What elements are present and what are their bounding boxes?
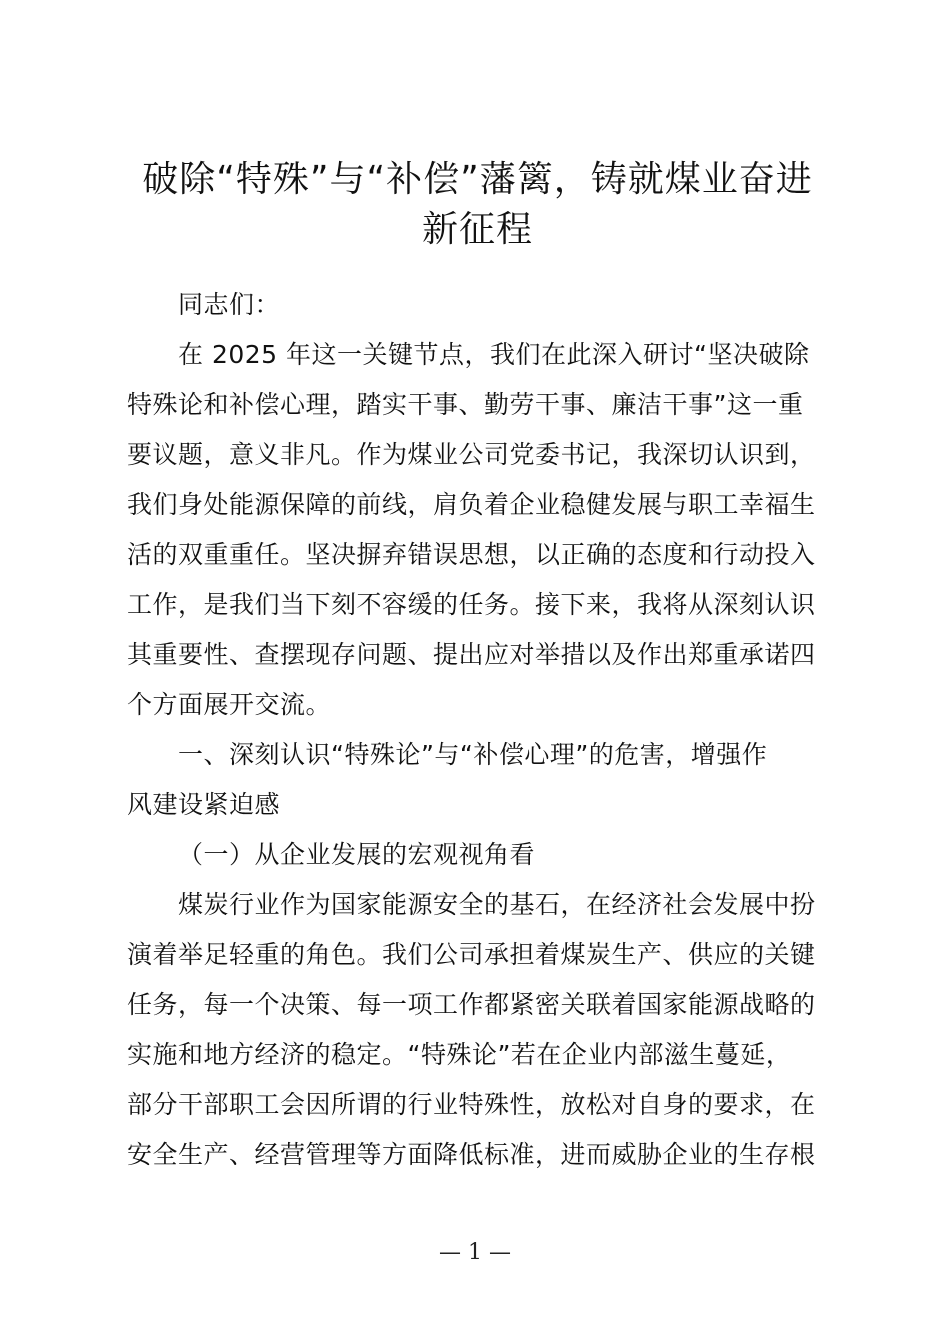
body-line: 要议题，意义非凡。作为煤业公司党委书记，我深切认识到，	[127, 440, 816, 469]
section-heading: 一、深刻认识“特殊论”与“补偿心理”的危害，增强作	[178, 740, 768, 769]
body-line: 实施和地方经济的稳定。“特殊论”若在企业内部滋生蔓延，	[127, 1040, 792, 1069]
body-line: 部分干部职工会因所谓的行业特殊性，放松对自身的要求，在	[127, 1090, 816, 1119]
body-line: 个方面展开交流。	[127, 690, 332, 719]
salutation: 同志们：	[178, 290, 281, 319]
body-line: 活的双重重任。坚决摒弃错误思想，以正确的态度和行动投入	[127, 540, 816, 569]
body-line: 煤炭行业作为国家能源安全的基石，在经济社会发展中扮	[178, 890, 816, 919]
body-line: 在 2025 年这一关键节点，我们在此深入研讨“坚决破除	[178, 340, 810, 369]
body-line: 安全生产、经营管理等方面降低标准，进而威胁企业的生存根	[127, 1140, 816, 1169]
body-line: 演着举足轻重的角色。我们公司承担着煤炭生产、供应的关键	[127, 940, 816, 969]
page-number: — 1 —	[439, 1240, 511, 1265]
body-line: 特殊论和补偿心理，踏实干事、勤劳干事、廉洁干事”这一重	[127, 390, 804, 419]
document-title-line-2: 新征程	[421, 209, 533, 250]
body-line: 任务，每一个决策、每一项工作都紧密关联着国家能源战略的	[127, 990, 816, 1019]
subsection-heading: （一）从企业发展的宏观视角看	[178, 840, 536, 869]
document-title-line-1: 破除“特殊”与“补偿”藩篱，铸就煤业奋进	[142, 159, 813, 200]
body-line: 工作，是我们当下刻不容缓的任务。接下来，我将从深刻认识	[127, 590, 816, 619]
body-line: 其重要性、查摆现存问题、提出应对举措以及作出郑重承诺四	[127, 640, 816, 669]
body-line: 我们身处能源保障的前线，肩负着企业稳健发展与职工幸福生	[127, 490, 816, 519]
section-heading: 风建设紧迫感	[127, 790, 281, 819]
